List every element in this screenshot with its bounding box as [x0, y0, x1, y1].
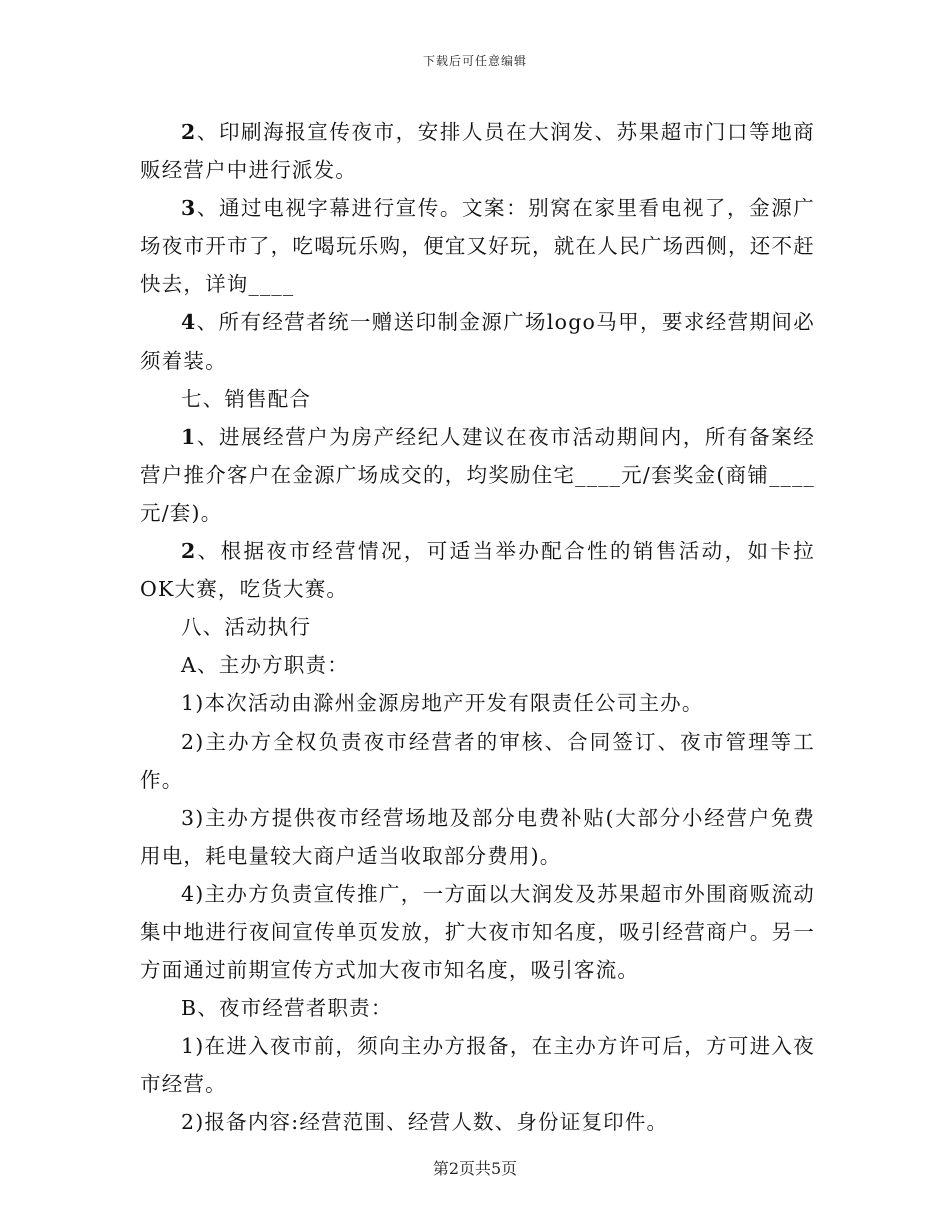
paragraph-sales-1 [140, 418, 815, 532]
list-item-organizer-1: 1)本次活动由滁州金源房地产开发有限责任公司主办。 [181, 691, 704, 716]
item-number: 2 [181, 120, 197, 144]
page-number-footer: 第2页共5页 [432, 1159, 518, 1178]
subheading-organizer-duties: A、主办方职责： [181, 653, 349, 678]
paragraph-text: 、所有经营者统一赠送印制金源广场logo马甲，要求经营期间必须着装。 [140, 310, 815, 373]
section-heading-sales: 七、销售配合 [181, 386, 312, 411]
paragraph-text: 、进展经营户为房产经纪人建议在夜市活动期间内，所有备案经营户推介客户在金源广场成交的，均奖励住宅____元/套奖金(商铺____元/套)。 [140, 424, 815, 525]
item-number: 1 [181, 424, 197, 449]
paragraph-promo-3 [140, 189, 815, 303]
page-header-note: 下载后可任意编辑 [422, 54, 527, 68]
paragraph-sales-2 [140, 532, 815, 608]
item-number: 4 [181, 310, 197, 335]
paragraph-promo-2 [140, 113, 815, 189]
list-item-vendor-1: 1)在进入夜市前，须向主办方报备，在主办方许可后，方可进入夜市经营。 [140, 1034, 815, 1097]
item-number: 3 [181, 196, 197, 221]
list-item-organizer-2: 2)主办方全权负责夜市经营者的审核、合同签订、夜市管理等工作。 [140, 729, 815, 792]
section-heading-execution: 八、活动执行 [181, 615, 312, 640]
subheading-vendor-duties: B、夜市经营者职责： [181, 996, 393, 1021]
item-number: 2 [181, 539, 197, 564]
list-item-organizer-3: 3)主办方提供夜市经营场地及部分电费补贴(大部分小经营户免费用电，耗电量较大商户适当收取部分费用)。 [140, 805, 815, 868]
list-item-vendor-2: 2)报备内容:经营范围、经营人数、身份证复印件。 [181, 1110, 669, 1135]
list-item-organizer-4: 4)主办方负责宣传推广，一方面以大润发及苏果超市外围商贩流动集中地进行夜间宣传单页发放，扩大夜市知名度，吸引经营商户。另一方面通过前期宣传方式加大夜市知名度，吸引客流。 [140, 881, 815, 983]
paragraph-text: 、根据夜市经营情况，可适当举办配合性的销售活动，如卡拉OK大赛，吃货大赛。 [140, 539, 815, 602]
paragraph-text: 、通过电视字幕进行宣传。文案：别窝在家里看电视了，金源广场夜市开市了，吃喝玩乐购，便宜又好玩，就在人民广场西侧，还不赶快去，详询____ [140, 196, 815, 297]
paragraph-text: 、印刷海报宣传夜市，安排人员在大润发、苏果超市门口等地商贩经营户中进行派发。 [140, 120, 815, 183]
document-body [140, 113, 815, 1142]
paragraph-promo-4 [140, 303, 815, 379]
